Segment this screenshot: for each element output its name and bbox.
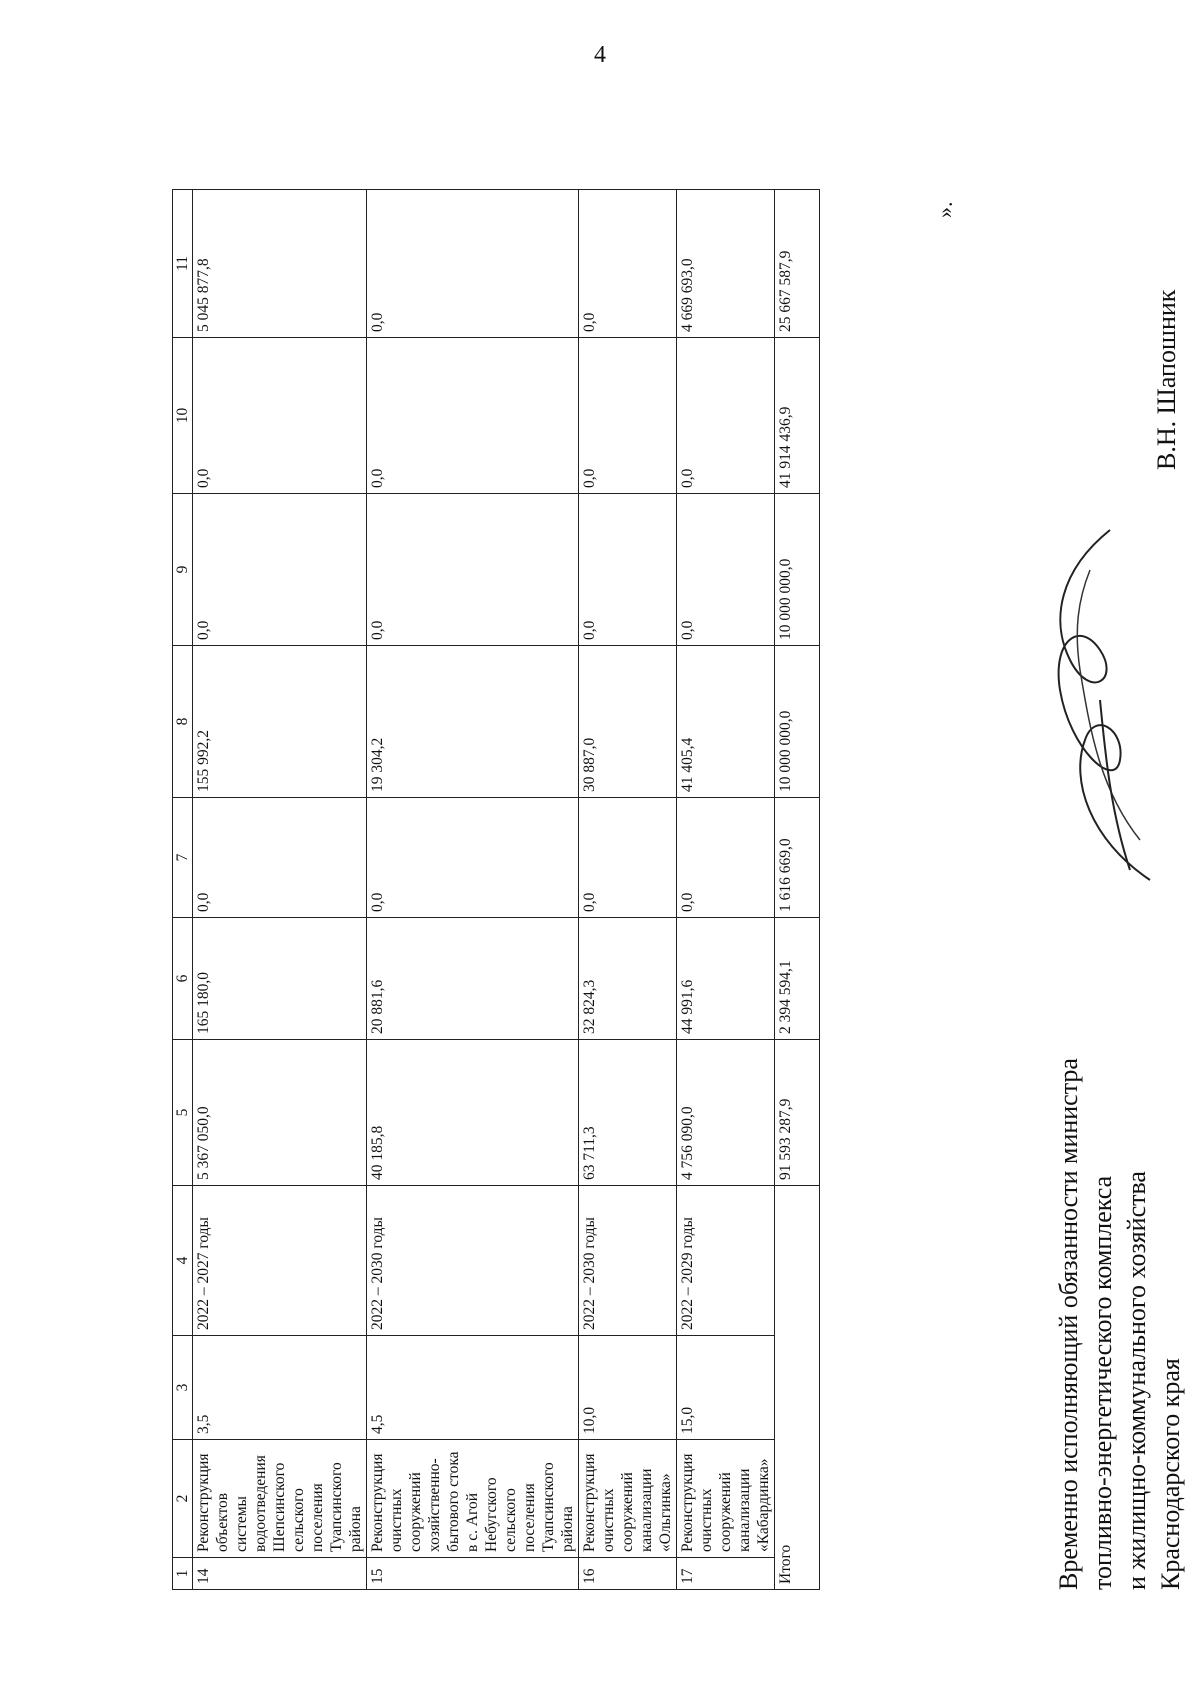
name-line: «Кабардинка»	[755, 1458, 772, 1552]
row-number: 15	[367, 1558, 579, 1590]
value-cell: 0,0	[579, 494, 677, 646]
name-line: сельского	[502, 1488, 519, 1552]
value-cell: 63 711,3	[579, 1040, 677, 1186]
position-line: топливно-энергетического комплекса	[1088, 1175, 1117, 1590]
name-line: Туапсинского	[328, 1462, 345, 1552]
position-line: Временно исполняющий обязанности министра	[1054, 1058, 1083, 1590]
object-name	[579, 1440, 677, 1558]
column-header: 8	[173, 646, 193, 798]
value-cell: 0,0	[579, 338, 677, 494]
period-cell: 2022 – 2027 годы	[193, 1186, 367, 1336]
page-number: 4	[594, 42, 606, 68]
closing-quote-mark: ».	[932, 201, 957, 218]
name-line: объектов	[214, 1492, 231, 1552]
value-cell: 5 367 050,0	[193, 1040, 367, 1186]
object-name	[677, 1440, 775, 1558]
value-cell: 0,0	[367, 190, 579, 338]
name-line: системы	[233, 1496, 250, 1552]
column-header: 7	[173, 798, 193, 918]
name-line: Реконструкция	[369, 1453, 386, 1552]
total-value: 2 394 594,1	[775, 918, 820, 1040]
total-value: 1 616 669,0	[775, 798, 820, 918]
column-header: 10	[173, 338, 193, 494]
value-cell: 19 304,2	[367, 646, 579, 798]
value-cell: 0,0	[193, 338, 367, 494]
value-cell: 0,0	[677, 338, 775, 494]
name-line: сельского	[290, 1488, 307, 1552]
capacity-cell: 3,5	[193, 1336, 367, 1440]
value-cell: 0,0	[193, 494, 367, 646]
name-line: бытового стока	[445, 1451, 462, 1552]
period-cell: 2022 – 2030 годы	[367, 1186, 579, 1336]
signatory-name: В.Н. Шапошник	[1152, 289, 1181, 470]
column-header: 9	[173, 494, 193, 646]
name-line: Реконструкция	[581, 1453, 598, 1552]
value-cell: 32 824,3	[579, 918, 677, 1040]
capacity-cell: 4,5	[367, 1336, 579, 1440]
row-number: 16	[579, 1558, 677, 1590]
value-cell: 20 881,6	[367, 918, 579, 1040]
signatory-position	[1052, 1058, 1188, 1590]
value-cell: 4 669 693,0	[677, 190, 775, 338]
column-header: 5	[173, 1040, 193, 1186]
total-value: 91 593 287,9	[775, 1040, 820, 1186]
value-cell: 5 045 877,8	[193, 190, 367, 338]
total-label: Итого	[775, 1186, 820, 1590]
name-line: хозяйственно-	[426, 1458, 443, 1552]
value-cell: 44 991,6	[677, 918, 775, 1040]
total-value: 10 000 000,0	[775, 494, 820, 646]
table-row	[193, 190, 367, 1590]
capacity-cell: 15,0	[677, 1336, 775, 1440]
name-line: Небугского	[483, 1477, 500, 1552]
position-line: Краснодарского края	[1156, 1358, 1185, 1590]
column-header: 3	[173, 1336, 193, 1440]
capacity-cell: 10,0	[579, 1336, 677, 1440]
total-row	[775, 190, 820, 1590]
name-line: в с. Агой	[464, 1492, 481, 1552]
name-line: очистных	[388, 1488, 405, 1552]
name-line: района	[347, 1506, 364, 1552]
value-cell: 155 992,2	[193, 646, 367, 798]
name-line: очистных	[698, 1488, 715, 1552]
value-cell: 30 887,0	[579, 646, 677, 798]
name-line: водоотведения	[252, 1455, 269, 1552]
column-header: 2	[173, 1440, 193, 1558]
row-number: 14	[193, 1558, 367, 1590]
name-line: сооружений	[619, 1472, 636, 1552]
name-line: Реконструкция	[195, 1453, 212, 1552]
value-cell: 0,0	[677, 494, 775, 646]
table-header-row	[173, 190, 193, 1590]
name-line: сооружений	[717, 1472, 734, 1552]
name-line: Реконструкция	[679, 1453, 696, 1552]
value-cell: 0,0	[367, 494, 579, 646]
value-cell: 4 756 090,0	[677, 1040, 775, 1186]
value-cell: 0,0	[367, 338, 579, 494]
name-line: «Ольгинка»	[657, 1473, 674, 1552]
name-line: Туапсинского	[540, 1462, 557, 1552]
column-header: 6	[173, 918, 193, 1040]
value-cell: 165 180,0	[193, 918, 367, 1040]
name-line: канализации	[736, 1468, 753, 1552]
handwritten-signature	[1030, 520, 1180, 900]
period-cell: 2022 – 2029 годы	[677, 1186, 775, 1336]
name-line: района	[559, 1506, 576, 1552]
value-cell: 0,0	[367, 798, 579, 918]
table-row	[579, 190, 677, 1590]
period-cell: 2022 – 2030 годы	[579, 1186, 677, 1336]
table-row	[677, 190, 775, 1590]
column-header: 11	[173, 190, 193, 338]
value-cell: 0,0	[677, 798, 775, 918]
position-line: и жилищно-коммунального хозяйства	[1122, 1171, 1151, 1590]
row-number: 17	[677, 1558, 775, 1590]
total-value: 25 667 587,9	[775, 190, 820, 338]
column-header: 4	[173, 1186, 193, 1336]
name-line: сооружений	[407, 1472, 424, 1552]
financing-table	[172, 189, 820, 1590]
value-cell: 0,0	[579, 190, 677, 338]
rotated-landscape-content	[172, 190, 1200, 1590]
table-row	[367, 190, 579, 1590]
name-line: очистных	[600, 1488, 617, 1552]
name-line: поселения	[521, 1483, 538, 1552]
total-value: 41 914 436,9	[775, 338, 820, 494]
column-header: 1	[173, 1558, 193, 1590]
name-line: поселения	[309, 1483, 326, 1552]
name-line: канализации	[638, 1468, 655, 1552]
name-line: Шепсинского	[271, 1462, 288, 1552]
value-cell: 0,0	[193, 798, 367, 918]
object-name	[193, 1440, 367, 1558]
value-cell: 40 185,8	[367, 1040, 579, 1186]
object-name	[367, 1440, 579, 1558]
value-cell: 0,0	[579, 798, 677, 918]
value-cell: 41 405,4	[677, 646, 775, 798]
total-value: 10 000 000,0	[775, 646, 820, 798]
